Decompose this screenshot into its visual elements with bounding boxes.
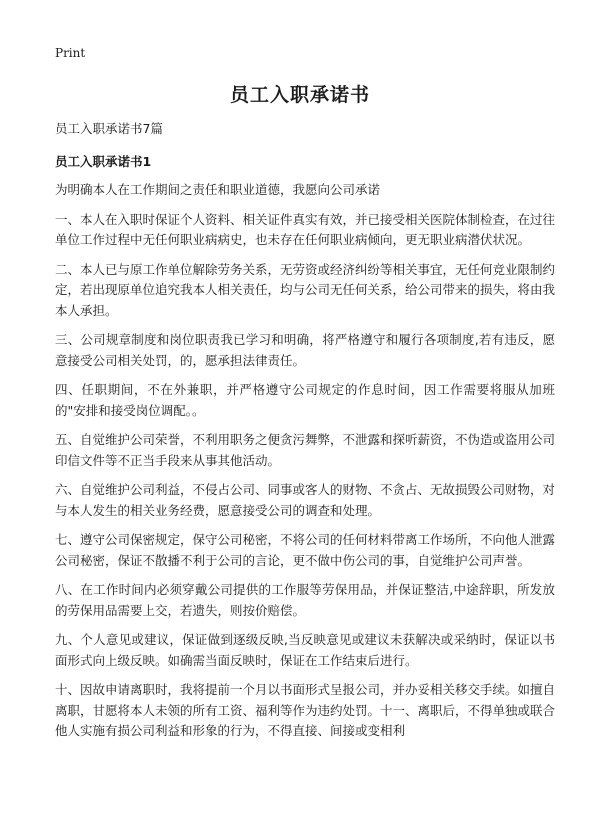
paragraph-5: 五、自觉维护公司荣誉，不利用职务之便贪污舞弊，不泄露和探听薪资，不伪造或盗用公司印信文件等不正当手段来从事其他活动。 <box>55 432 556 468</box>
paragraph-10: 十、因故申请离职时，我将提前一个月以书面形式呈报公司，并办妥相关移交手续。如擅自离职，甘愿将本人未领的所有工资、福利等作为违约处罚。十一、离职后，不得单独或联合他人实施有损公司利益和形象的行为，不得直接、间接或变相利 <box>55 682 556 738</box>
paragraph-2: 二、本人已与原工作单位解除劳务关系，无劳资或经济纠纷等相关事宜，无任何竞业限制约定，若出现原单位追究我本人相关责任，均与公司无任何关系，给公司带来的损失，将由我本人承担。 <box>55 261 556 318</box>
print-link[interactable]: Print <box>55 46 86 60</box>
paragraph-9: 九、个人意见或建议，保证做到逐级反映,当反映意见或建议未获解决或采纳时，保证以书面形式向上级反映。如确需当面反映时，保证在工作结束后进行。 <box>55 632 555 668</box>
paragraph-3: 三、公司规章制度和岗位职责我已学习和明确，将严格遵守和履行各项制度,若有违反，愿意接受公司相关处罚，的，愿承担法律责任。 <box>55 332 555 368</box>
paragraph-6: 六、自觉维护公司利益，不侵占公司、同事或客人的财物、不贪占、无故损毁公司财物，对与本人发生的相关业务经费，愿意接受公司的调查和处理。 <box>55 482 556 518</box>
paragraph-intro: 为明确本人在工作期间之责任和职业道德，我愿向公司承诺 <box>55 182 381 197</box>
section-heading: 员工入职承诺书1 <box>55 154 152 169</box>
paragraph-4: 四、任职期间，不在外兼职，并严格遵守公司规定的作息时间，因工作需要将服从加班的"安排和接受岗位调配。。 <box>55 382 555 418</box>
paragraph-8: 八、在工作时间内必须穿戴公司提供的工作服等劳保用品，并保证整洁,中途辞职，所发放的劳保用品需要上交，若遗失，则按价赔偿。 <box>55 582 555 618</box>
document-body <box>55 118 555 751</box>
document-subtitle: 员工入职承诺书7篇 <box>55 121 163 136</box>
document-title: 员工入职承诺书 <box>229 84 370 106</box>
paragraph-7: 七、遵守公司保密规定，保守公司秘密，不将公司的任何材料带离工作场所，不向他人泄露公司秘密，保证不散播不利于公司的言论，更不做中伤公司的事，自觉维护公司声誉。 <box>55 532 556 568</box>
paragraph-1: 一、本人在入职时保证个人资料、相关证件真实有效，并已接受相关医院体制检查，在过往单位工作过程中无任何职业病病史，也未存在任何职业病倾向，更无职业病潜伏状况。 <box>55 211 556 247</box>
